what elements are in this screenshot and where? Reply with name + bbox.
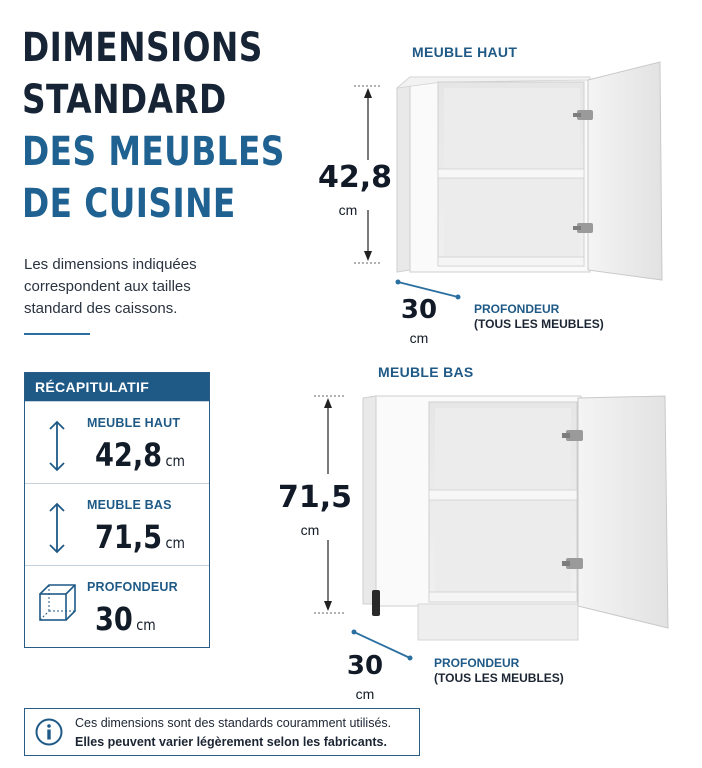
summary-label-lower: MEUBLE BAS bbox=[87, 498, 172, 512]
title-line-1: DIMENSIONS bbox=[22, 25, 263, 71]
lower-height-dimension: 71,5 cm bbox=[278, 480, 353, 538]
intro-line-2: correspondent aux tailles bbox=[24, 278, 191, 295]
intro-line-3: standard des caissons. bbox=[24, 300, 178, 317]
summary-value-depth: 30 cm bbox=[95, 600, 156, 638]
info-line-2: Elles peuvent varier légèrement selon les fabricants. bbox=[75, 735, 387, 749]
upper-depth-dimension: 30 cm bbox=[400, 295, 438, 346]
lower-cabinet bbox=[314, 396, 668, 661]
intro-line-1: Les dimensions indiquées bbox=[24, 256, 197, 273]
lower-cabinet-label: MEUBLE BAS bbox=[378, 364, 474, 380]
info-line-1: Ces dimensions sont des standards couramment utilisés. bbox=[75, 716, 392, 730]
summary-heading: RÉCAPITULATIF bbox=[25, 373, 209, 401]
summary-value-lower: 71,5 cm bbox=[95, 518, 185, 556]
summary-label-upper: MEUBLE HAUT bbox=[87, 416, 181, 430]
summary-value-upper: 42,8 cm bbox=[95, 436, 185, 474]
upper-height-dimension: 42,8 cm bbox=[318, 160, 393, 218]
title-line-3: DES MEUBLES bbox=[22, 129, 285, 175]
upper-cabinet bbox=[354, 62, 662, 300]
cabinet-leg bbox=[372, 590, 380, 616]
upper-depth-label: PROFONDEUR (TOUS LES MEUBLES) bbox=[474, 302, 604, 331]
upper-cabinet-label: MEUBLE HAUT bbox=[412, 44, 518, 60]
summary-label-depth: PROFONDEUR bbox=[87, 580, 178, 594]
lower-depth-dimension: 30 cm bbox=[346, 651, 384, 702]
title-line-2: STANDARD bbox=[22, 77, 227, 123]
title-line-4: DE CUISINE bbox=[22, 181, 236, 227]
lower-depth-label: PROFONDEUR (TOUS LES MEUBLES) bbox=[434, 656, 564, 685]
